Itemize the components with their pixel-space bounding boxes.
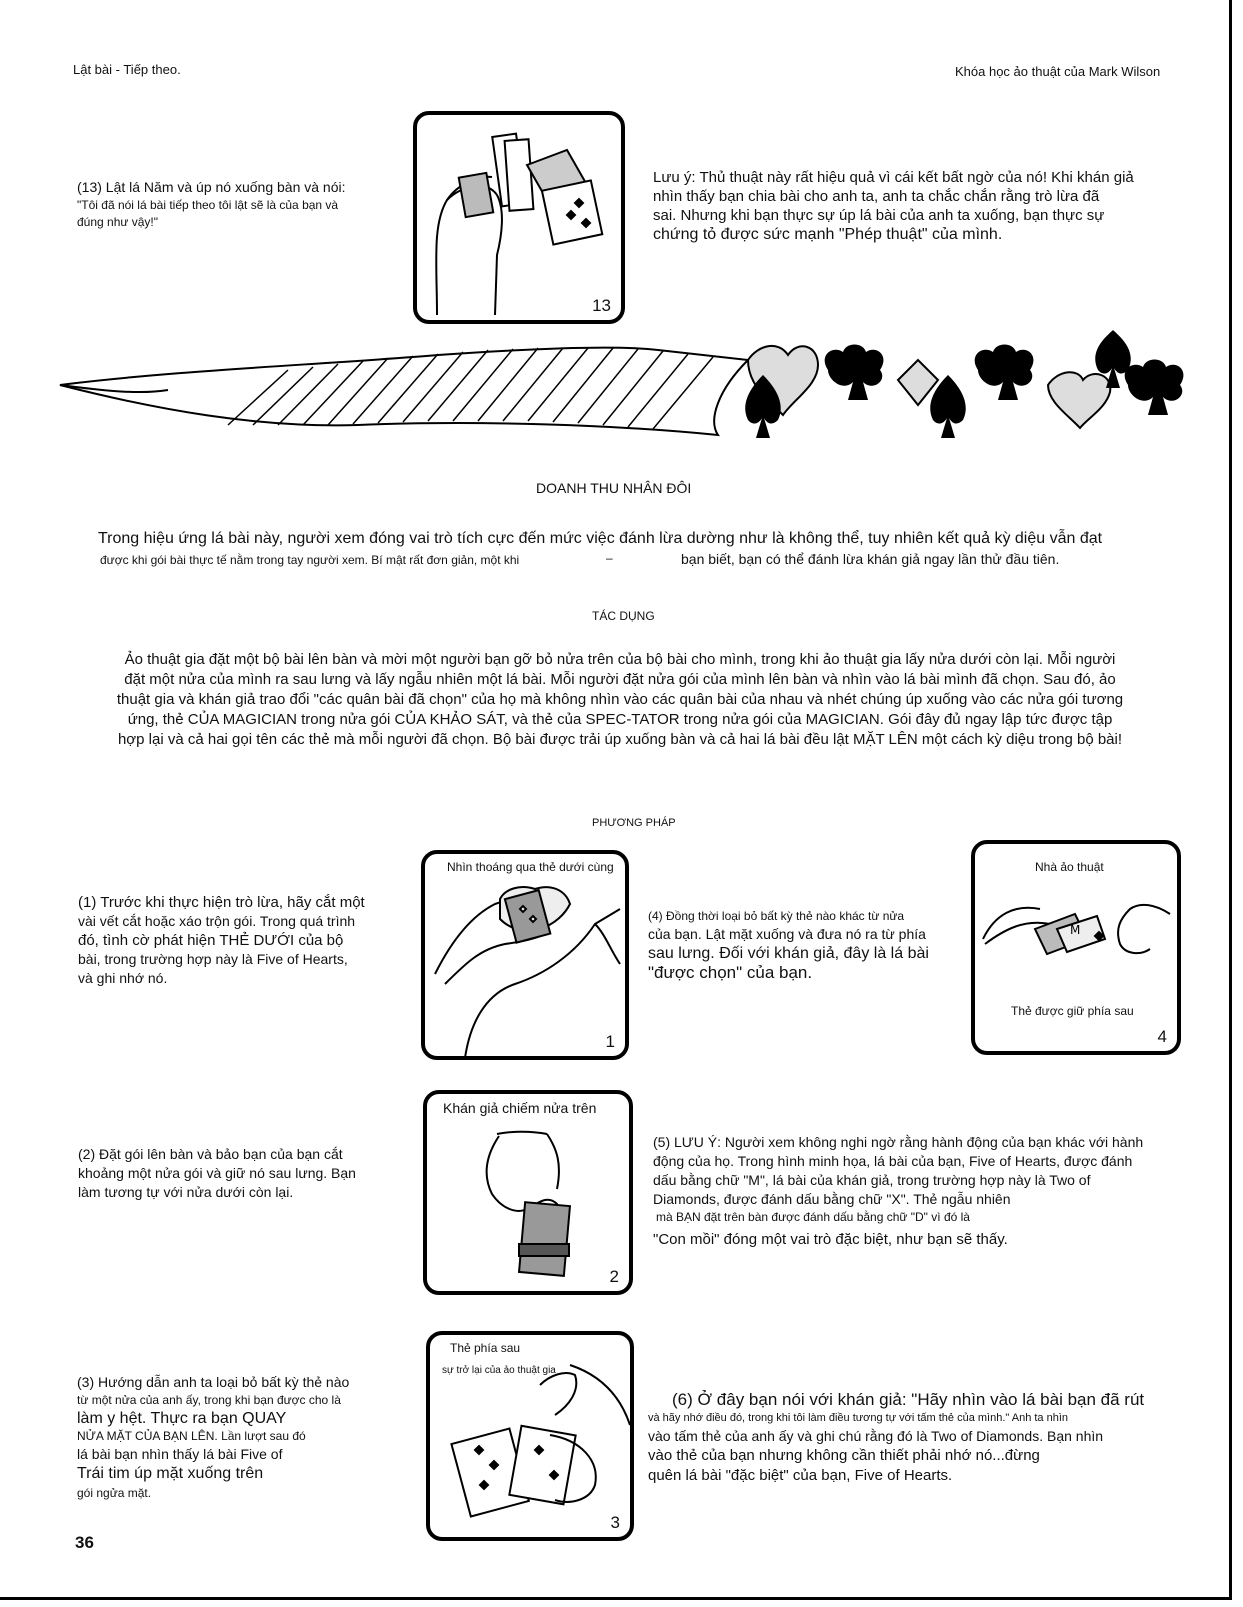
step-6-line: vào tấm thẻ của anh ấy và ghi chú rằng đó là Two of Diamonds. Bạn nhìn: [648, 1428, 1104, 1444]
step-3-line: (3) Hướng dẫn anh ta loại bỏ bất kỳ thẻ nào: [77, 1374, 350, 1390]
card-fan-illustration: [58, 330, 1188, 465]
step-5-line: động của họ. Trong hình minh họa, lá bài của bạn, Five of Hearts, được đánh: [653, 1153, 1133, 1169]
effect-line: thuật gia và khán giả trao đổi "các quân bài đã chọn" của họ mà không nhìn vào các quân bài của nhau và nhét chúng úp xuống vào các nửa gói tương: [116, 691, 1124, 708]
step-13-line: "Tôi đã nói lá bài tiếp theo tôi lật sẽ là của bạn và: [77, 198, 339, 212]
step-3-line: lá bài bạn nhìn thấy lá bài Five of: [77, 1446, 283, 1462]
step-3-line: làm y hệt. Thực ra bạn QUAY: [77, 1410, 287, 1427]
hand-with-cards-illustration: [417, 115, 623, 322]
figure-3: [426, 1331, 634, 1541]
step-5-line: dấu bằng chữ "M", lá bài của khán giả, trong trường hợp này là Two of: [653, 1172, 1091, 1188]
step-2-text: [78, 1145, 398, 1202]
note-text: [653, 168, 1173, 245]
step-1-line: bài, trong trường hợp này là Five of Hearts,: [78, 951, 348, 967]
intro-line-1: Trong hiệu ứng lá bài này, người xem đóng vai trò tích cực đến mức việc đánh lừa dường như là không thể, tuy nhiên kết quả kỳ diệu vẫn đạt: [98, 530, 1103, 547]
figure-caption: Khán giả chiếm nửa trên: [443, 1100, 597, 1116]
step-13-line: (13) Lật lá Năm và úp nó xuống bàn và nói:: [77, 179, 346, 195]
step-6-line: vào thẻ của bạn nhưng không cần thiết phải nhớ nó...đừng: [648, 1447, 1040, 1464]
effect-line: ứng, thẻ CỦA MAGICIAN trong nửa gói CỦA KHẢO SÁT, và thẻ của SPEC-TATOR trong nửa gói của MAGICIAN. Gói đây đủ ngay lập tức được tập: [127, 711, 1113, 728]
step-1-line: (1) Trước khi thực hiện trò lừa, hãy cắt một: [78, 894, 365, 911]
step-5-line: mà BẠN đặt trên bàn được đánh dấu bằng chữ "D" vì đó là: [656, 1210, 970, 1224]
effect-line: hợp lại và cả hai gọi tên các thẻ mà mỗi người đã chọn. Bộ bài được trải úp xuống bàn và cả hai lá bài đều lật MẶT LÊN một cách kỳ diệu trong bộ bài!: [117, 731, 1123, 748]
figure-1: [421, 850, 629, 1060]
hands-glimpse-illustration: [425, 854, 627, 1058]
step-6-line: quên lá bài "đặc biệt" của bạn, Five of Hearts.: [648, 1467, 953, 1484]
figure-caption-1: Thẻ phía sau: [450, 1341, 521, 1355]
figure-13: [413, 111, 625, 324]
svg-text:M: M: [1070, 923, 1081, 937]
method-heading: PHƯƠNG PHÁP: [592, 817, 676, 829]
effect-line: Ảo thuật gia đặt một bộ bài lên bàn và mời một người bạn gỡ bỏ nửa trên của bộ bài cho mình, trong khi ảo thuật gia lấy nửa dưới còn lại. Mỗi người: [124, 651, 1116, 668]
step-3-line: Trái tim úp mặt xuống trên: [77, 1465, 264, 1482]
figure-2: [423, 1090, 633, 1295]
step-2-line: (2) Đặt gói lên bàn và bảo bạn của bạn cắt: [78, 1146, 343, 1162]
figure-number: 3: [610, 1513, 620, 1532]
step-3-line: NỬA MẶT CỦA BẠN LÊN. Lần lượt sau đó: [77, 1429, 306, 1443]
card-fan-banner: [58, 330, 1188, 465]
note-line: sai. Nhưng khi bạn thực sự úp lá bài của anh ta xuống, bạn thực sự: [653, 207, 1105, 224]
step-5-line: (5) LƯU Ý: Người xem không nghi ngờ rằng hành động của bạn khác với hành: [653, 1134, 1144, 1150]
article-title: DOANH THU NHÂN ĐÔI: [536, 480, 692, 496]
effect-line: đặt một nửa của mình ra sau lưng và lấy ngẫu nhiên một lá bài. Mỗi người đặt nửa gói của mình lên bàn và nhìn vào lá bài mình đã chọn. Sau đó, ảo: [124, 671, 1116, 688]
figure-caption-bottom: Thẻ được giữ phía sau: [1011, 1004, 1134, 1018]
step-6-line: (6) Ở đây bạn nói với khán giả: "Hãy nhìn vào lá bài bạn đã rút: [672, 1390, 1145, 1409]
header-right: Khóa học ảo thuật của Mark Wilson: [955, 64, 1161, 79]
step-6-line: và hãy nhớ điều đó, trong khi tôi làm điều tương tự với tấm thẻ của mình." Anh ta nhìn: [648, 1412, 1069, 1424]
step-5-text: [653, 1133, 1213, 1249]
step-2-line: làm tương tự với nửa dưới còn lại.: [78, 1184, 294, 1200]
note-line: chứng tỏ được sức mạnh "Phép thuật" của mình.: [653, 226, 1003, 243]
step-3-line: từ một nửa của anh ấy, trong khi bạn được cho là: [77, 1393, 341, 1407]
effect-text: [70, 650, 1170, 750]
step-4-line: sau lưng. Đối với khán giả, đây là lá bài: [648, 945, 929, 962]
figure-number: 13: [592, 296, 611, 315]
step-1-text: [78, 893, 398, 988]
note-line: Lưu ý: Thủ thuật này rất hiệu quả vì cái kết bất ngờ của nó! Khi khán giả: [653, 169, 1134, 186]
step-4-line: (4) Đồng thời loại bỏ bất kỳ thẻ nào khác từ nửa: [648, 909, 905, 923]
hand-cutting-deck-illustration: [427, 1094, 631, 1293]
figure-number: 2: [609, 1267, 619, 1286]
hands-behind-back-illustration: [975, 844, 1179, 1053]
intro-line-2a: được khi gói bài thực tế nằm trong tay người xem. Bí mật rất đơn giản, một khi: [100, 553, 520, 567]
figure-number: 4: [1157, 1027, 1167, 1046]
step-5-line: "Con mồi" đóng một vai trò đặc biệt, như bạn sẽ thấy.: [653, 1231, 1008, 1248]
figure-number: 1: [605, 1032, 615, 1051]
figure-caption-top: Nhà ảo thuật: [1035, 860, 1104, 874]
step-1-line: và ghi nhớ nó.: [78, 970, 168, 986]
step-6-text: [648, 1390, 1208, 1486]
page-number: 36: [75, 1533, 94, 1552]
step-1-line: vài vết cắt hoặc xáo trộn gói. Trong quá trình: [78, 913, 356, 929]
step-1-line: đó, tình cờ phát hiện THẺ DƯỚI của bộ: [78, 932, 344, 949]
intro-dash: –: [606, 551, 613, 565]
step-2-line: khoảng một nửa gói và giữ nó sau lưng. Bạn: [78, 1165, 356, 1181]
step-13-line: đúng như vậy!": [77, 215, 159, 229]
intro-line-2b: bạn biết, bạn có thể đánh lừa khán giả ngay lần thử đầu tiên.: [681, 551, 1060, 567]
effect-heading: TÁC DỤNG: [592, 609, 655, 623]
hand-turning-deck-illustration: [430, 1335, 632, 1539]
step-5-line: Diamonds, được đánh dấu bằng chữ "X". Thẻ ngẫu nhiên: [653, 1191, 1011, 1207]
step-3-line: gói ngửa mặt.: [77, 1486, 152, 1500]
step-13-text: [77, 178, 397, 231]
figure-4: [971, 840, 1181, 1055]
figure-caption-2: sự trở lại của ảo thuật gia: [442, 1365, 556, 1376]
step-4-line: của bạn. Lật mặt xuống và đưa nó ra từ phía: [648, 926, 926, 942]
step-4-text: [648, 907, 948, 983]
header-left: Lật bài - Tiếp theo.: [73, 62, 181, 77]
step-4-line: "được chọn" của bạn.: [648, 963, 813, 982]
step-3-text: [77, 1373, 407, 1502]
note-line: nhìn thấy bạn chia bài cho anh ta, anh ta chắc chắn rằng trò lừa đã: [653, 188, 1100, 205]
figure-caption: Nhìn thoáng qua thẻ dưới cùng: [447, 860, 614, 874]
